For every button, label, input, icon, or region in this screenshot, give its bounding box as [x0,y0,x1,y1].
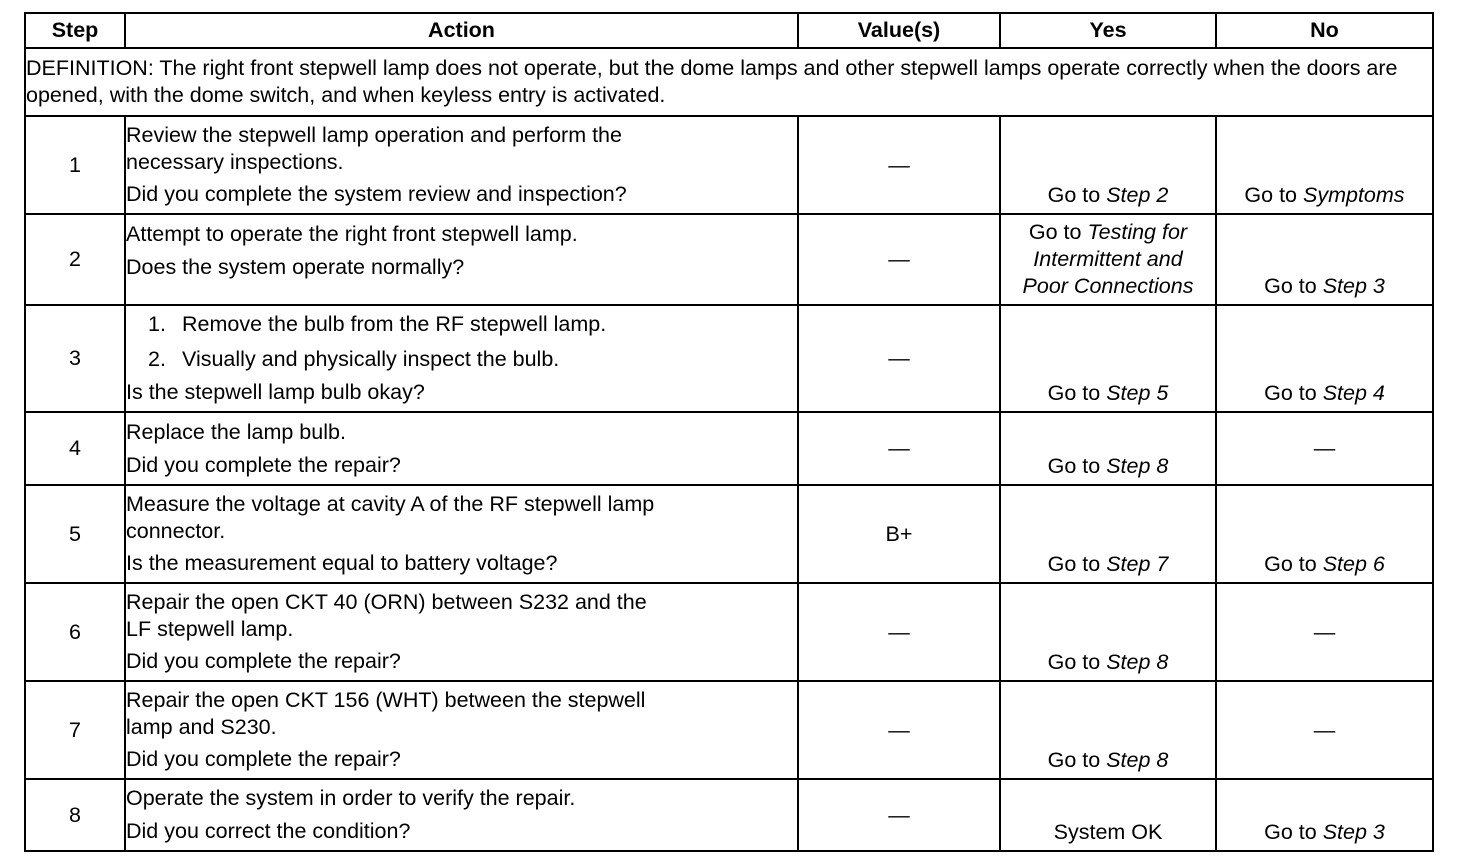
instruction-line: Measure the voltage at cavity A of the RF stepwell lamp [126,491,655,516]
action-cell [125,412,798,485]
question-text: Did you complete the repair? [126,649,401,674]
action-cell [125,116,798,214]
action-cell [125,681,798,779]
instruction-line: necessary inspections. [126,149,344,174]
table-row [25,214,1433,305]
yes-cell: Go to Step 8 [1000,583,1216,681]
no-cell: — [1216,583,1433,681]
symptoms-reference: Symptoms [1303,183,1405,208]
value-cell: — [798,779,1000,851]
step-reference: Step 8 [1106,454,1169,479]
testing-reference: Testing for [1087,220,1188,245]
question-text: Did you complete the repair? [126,747,401,772]
value-cell: — [798,305,1000,412]
header-values: Value(s) [798,13,1000,48]
question-text: Does the system operate normally? [126,254,465,279]
table-row [25,116,1433,214]
step-reference: Step 8 [1106,748,1169,773]
no-cell: Go to Step 6 [1216,485,1433,583]
action-cell [125,305,798,412]
no-cell: Go to Step 3 [1216,779,1433,851]
value-cell: — [798,412,1000,485]
step-reference: Step 7 [1106,552,1169,577]
table-row [25,485,1433,583]
value-cell: — [798,214,1000,305]
instruction-line: Operate the system in order to verify the repair. [126,786,576,811]
step-reference: Step 4 [1322,381,1385,406]
value-cell: — [798,583,1000,681]
action-cell [125,583,798,681]
step-number: 8 [25,779,125,851]
definition-row [25,48,1433,116]
table-row [25,583,1433,681]
step-number: 4 [25,412,125,485]
step-number: 2 [25,214,125,305]
step-reference: Step 5 [1106,381,1169,406]
no-cell: Go to Step 3 [1216,214,1433,305]
question-text: Did you correct the condition? [126,819,411,843]
table-row [25,779,1433,851]
step-number: 6 [25,583,125,681]
no-cell: — [1216,412,1433,485]
table-row [25,412,1433,485]
header-no: No [1216,13,1433,48]
header-step: Step [25,13,125,48]
no-cell: Go to Symptoms [1216,116,1433,214]
step-number: 5 [25,485,125,583]
action-cell [125,485,798,583]
yes-cell: Go to Step 8 [1000,681,1216,779]
step-number: 3 [25,305,125,412]
instruction-line: Replace the lamp bulb. [126,419,346,444]
table-row [25,681,1433,779]
question-text: Is the stepwell lamp bulb okay? [126,379,425,404]
action-cell [125,214,798,305]
step-reference: Step 3 [1322,274,1385,299]
question-text: Did you complete the repair? [126,452,401,477]
yes-cell: Go to Step 2 [1000,116,1216,214]
yes-cell: System OK [1000,779,1216,851]
step-reference: Step 2 [1106,183,1169,208]
value-cell: B+ [798,485,1000,583]
step-reference: Step 6 [1322,552,1385,577]
definition-text: DEFINITION: The right front stepwell lamp does not operate, but the dome lamps and other stepwell lamps operate correctly when the doors are opened, with the dome switch, and when keyless entry is activated. [25,48,1433,116]
list-item: 2. Visually and physically inspect the bulb. [148,347,560,372]
yes-cell: Go to Step 8 [1000,412,1216,485]
step-reference: Step 8 [1106,650,1169,675]
header-yes: Yes [1000,13,1216,48]
yes-cell: Go to Testing for Intermittent and Poor Connections [1000,214,1216,305]
step-number: 1 [25,116,125,214]
step-reference: Step 3 [1322,820,1385,845]
diagnostic-table [24,12,1434,852]
table-row [25,305,1433,412]
no-cell: Go to Step 4 [1216,305,1433,412]
instruction-line: Repair the open CKT 156 (WHT) between the stepwell [126,687,646,712]
instruction-line: LF stepwell lamp. [126,616,294,641]
action-cell [125,779,798,851]
question-text: Did you complete the system review and inspection? [126,182,627,207]
step-number: 7 [25,681,125,779]
instruction-line: Attempt to operate the right front stepwell lamp. [126,222,578,246]
value-cell: — [798,116,1000,214]
header-row [25,13,1433,48]
list-item: 1. Remove the bulb from the RF stepwell lamp. [148,312,607,337]
question-text: Is the measurement equal to battery voltage? [126,551,558,576]
instruction-line: Review the stepwell lamp operation and perform the [126,122,622,147]
yes-cell: Go to Step 5 [1000,305,1216,412]
instruction-line: lamp and S230. [126,714,277,739]
yes-cell: Go to Step 7 [1000,485,1216,583]
value-cell: — [798,681,1000,779]
instruction-line: Repair the open CKT 40 (ORN) between S232 and the [126,589,647,614]
instruction-line: connector. [126,518,226,543]
no-cell: — [1216,681,1433,779]
header-action: Action [125,13,798,48]
